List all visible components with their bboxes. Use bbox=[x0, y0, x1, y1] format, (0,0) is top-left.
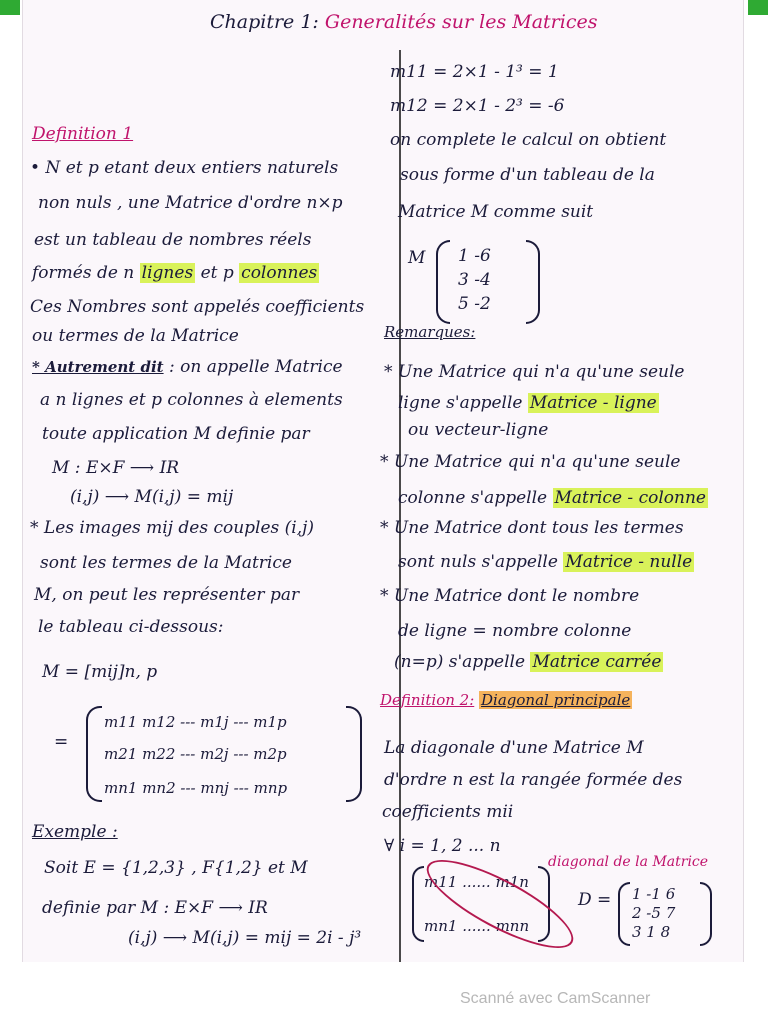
general-matrix-row: m21 m22 --- m2j --- m2p bbox=[104, 745, 287, 763]
text: ligne s'appelle bbox=[398, 393, 523, 413]
text: (n=p) s'appelle bbox=[394, 652, 526, 672]
highlight-colonnes: colonnes bbox=[241, 263, 318, 283]
definition-2-heading: Definition 2: bbox=[380, 691, 475, 709]
scan-edge-right bbox=[748, 0, 768, 15]
def2-line: La diagonale d'une Matrice M bbox=[384, 738, 644, 758]
highlight-matrice-colonne: Matrice - colonne bbox=[554, 488, 706, 508]
title-prefix: Chapitre 1: bbox=[210, 11, 319, 33]
text: et p bbox=[200, 263, 234, 283]
definition-1-heading: Definition 1 bbox=[32, 124, 134, 144]
exemple-heading: Exemple : bbox=[32, 822, 118, 842]
text: sont nuls s'appelle bbox=[398, 552, 558, 572]
remark-2-line bbox=[398, 488, 708, 508]
diag-matrix-bracket-left bbox=[412, 866, 424, 942]
matrix-m-bracket-right bbox=[526, 240, 540, 324]
calc-line: on complete le calcul on obtient bbox=[390, 130, 667, 150]
scan-edge-left bbox=[0, 0, 20, 15]
matrix-m-bracket-left bbox=[436, 240, 450, 324]
images-line: M, on peut les représenter par bbox=[34, 585, 300, 605]
remark-3-line bbox=[398, 552, 694, 572]
mapping-line: M : E×F ⟶ IR bbox=[52, 458, 180, 478]
def1-line: Ces Nombres sont appelés coefficients bbox=[30, 297, 365, 317]
d-matrix-row: 3 1 8 bbox=[632, 923, 671, 941]
matrix-notation: M = [mij]n, p bbox=[42, 662, 158, 682]
autrement-line: a n lignes et p colonnes à elements bbox=[40, 390, 343, 410]
diag-matrix-row: m11 ...... m1n bbox=[424, 873, 529, 891]
def2-line: ∀ i = 1, 2 ... n bbox=[384, 836, 501, 856]
calc-line: m12 = 2×1 - 2³ = -6 bbox=[390, 96, 565, 116]
remark-4-line: * Une Matrice dont le nombre bbox=[380, 586, 640, 606]
calc-line: sous forme d'un tableau de la bbox=[400, 165, 655, 185]
title-rest: Generalités sur les Matrices bbox=[324, 11, 598, 33]
text: formés de n bbox=[32, 263, 135, 283]
equals-sign: = bbox=[54, 732, 69, 752]
images-line: sont les termes de la Matrice bbox=[40, 553, 292, 573]
exemple-line: definie par M : E×F ⟶ IR bbox=[42, 898, 268, 918]
remark-1-line: ou vecteur-ligne bbox=[408, 420, 549, 440]
remark-3-line: * Une Matrice dont tous les termes bbox=[380, 518, 684, 538]
remark-1-line: * Une Matrice qui n'a qu'une seule bbox=[384, 362, 685, 382]
page-title bbox=[210, 12, 597, 32]
definition-2-line bbox=[380, 690, 632, 710]
highlight-lignes: lignes bbox=[141, 263, 194, 283]
highlight-matrice-carree: Matrice carrée bbox=[532, 652, 662, 672]
def1-line: • N et p etant deux entiers naturels bbox=[30, 158, 339, 178]
matrix-m-row: 1 -6 bbox=[458, 246, 491, 266]
general-matrix-row: m11 m12 --- m1j --- m1p bbox=[104, 713, 287, 731]
d-matrix-row: 1 -1 6 bbox=[632, 885, 676, 903]
remark-1-line bbox=[398, 393, 659, 413]
camscanner-watermark: Scanné avec CamScanner bbox=[460, 990, 651, 1007]
calc-line: m11 = 2×1 - 1³ = 1 bbox=[390, 62, 559, 82]
def1-line: ou termes de la Matrice bbox=[32, 326, 239, 346]
matrix-m-label: M bbox=[408, 248, 426, 268]
exemple-line: Soit E = {1,2,3} , F{1,2} et M bbox=[44, 858, 308, 878]
diagonal-annotation: diagonal de la Matrice bbox=[548, 854, 709, 870]
text: colonne s'appelle bbox=[398, 488, 548, 508]
def2-line: d'ordre n est la rangée formée des bbox=[384, 770, 683, 790]
images-line: le tableau ci-dessous: bbox=[38, 617, 224, 637]
highlight-matrice-ligne: Matrice - ligne bbox=[529, 393, 657, 413]
remark-4-line: de ligne = nombre colonne bbox=[398, 621, 632, 641]
remark-2-line: * Une Matrice qui n'a qu'une seule bbox=[380, 452, 681, 472]
d-matrix-bracket-right bbox=[700, 882, 712, 946]
d-matrix-row: 2 -5 7 bbox=[632, 904, 676, 922]
general-matrix-row: mn1 mn2 --- mnj --- mnp bbox=[104, 779, 288, 797]
autrement-dit-line bbox=[32, 357, 343, 377]
highlight-matrice-nulle: Matrice - nulle bbox=[565, 552, 693, 572]
images-line: * Les images mij des couples (i,j) bbox=[30, 518, 315, 538]
d-matrix-bracket-left bbox=[618, 882, 630, 946]
matrix-m-row: 5 -2 bbox=[458, 294, 491, 314]
autrement-line: toute application M definie par bbox=[42, 424, 310, 444]
highlight-diagonal-principale: Diagonal principale bbox=[481, 691, 631, 709]
def1-line-lines-columns bbox=[32, 263, 319, 283]
def2-line: coefficients mii bbox=[382, 802, 514, 822]
diag-matrix-row: mn1 ...... mnn bbox=[424, 917, 530, 935]
mapping-line: (i,j) ⟶ M(i,j) = mij bbox=[70, 487, 234, 507]
def1-line: non nuls , une Matrice d'ordre n×p bbox=[38, 193, 343, 213]
autrement-dit-heading: * Autrement dit bbox=[32, 358, 164, 376]
remarques-heading: Remarques: bbox=[384, 323, 476, 341]
matrix-m-row: 3 -4 bbox=[458, 270, 491, 290]
matrix-bracket-right bbox=[346, 706, 362, 802]
d-matrix-label: D = bbox=[578, 890, 612, 910]
def1-line: est un tableau de nombres réels bbox=[34, 230, 312, 250]
matrix-bracket-left bbox=[86, 706, 102, 802]
text: : on appelle Matrice bbox=[168, 357, 343, 377]
exemple-line: (i,j) ⟶ M(i,j) = mij = 2i - j³ bbox=[128, 928, 362, 948]
remark-4-line bbox=[394, 652, 663, 672]
calc-line: Matrice M comme suit bbox=[398, 202, 594, 222]
